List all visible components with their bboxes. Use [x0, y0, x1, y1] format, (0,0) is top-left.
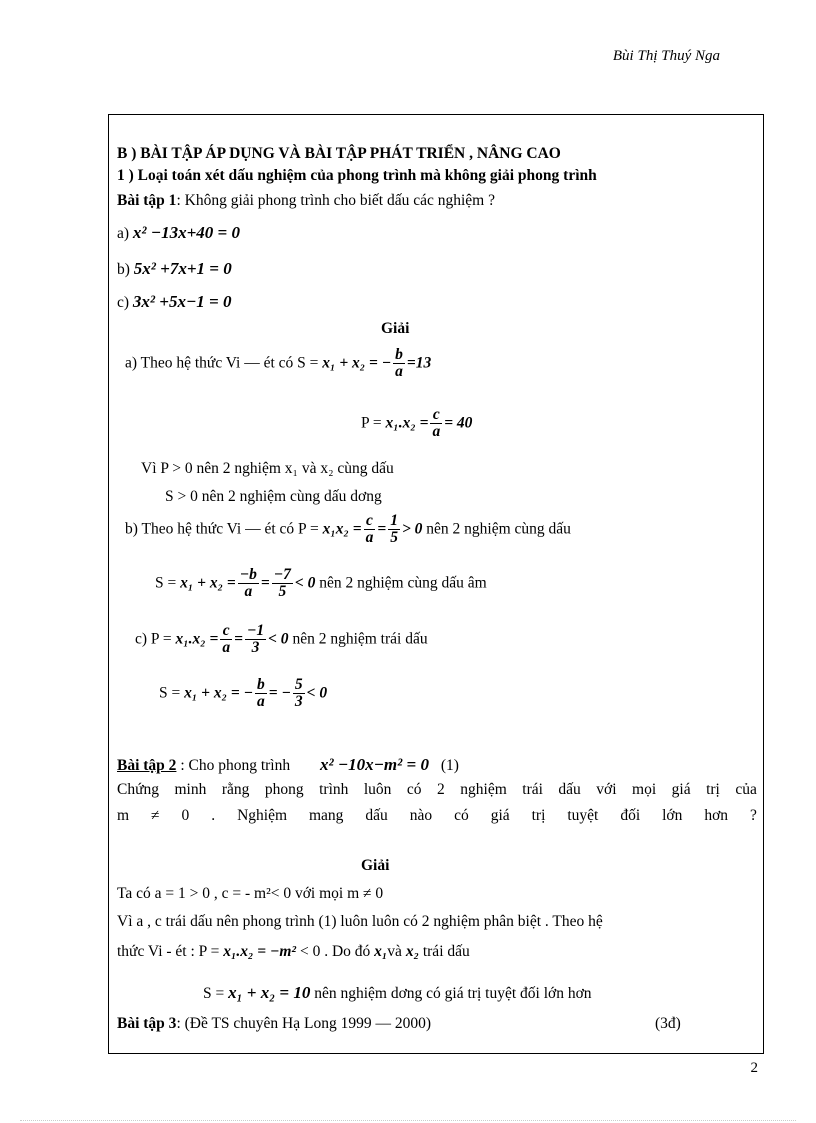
ex1-c-s-intro: S =	[159, 684, 181, 702]
word: Nghiệm	[237, 807, 288, 824]
ex1-a-s-frac	[393, 347, 405, 381]
ex2-eq: x² −10x−m² = 0	[319, 755, 429, 774]
word: ?	[750, 807, 757, 824]
s3-a: thức Vi - ét : P =	[117, 943, 220, 960]
frac-den: 3	[294, 693, 303, 711]
s3-c: và	[387, 943, 402, 960]
page-number: 2	[750, 1060, 758, 1076]
word: giá	[490, 807, 510, 824]
frac-den: 5	[278, 583, 287, 601]
ex1-a-product-line	[361, 407, 472, 441]
frac-den: 3	[251, 639, 260, 657]
ex1-b-p-tail: nên 2 nghiệm cùng dấu	[426, 520, 571, 538]
frac-num: 1	[390, 512, 398, 529]
ex2-text: : Cho phong trình	[176, 757, 291, 774]
word: giá	[671, 781, 691, 798]
ex2-solution-line-3	[117, 943, 470, 962]
ex1-solution-title: Giải	[381, 320, 410, 337]
word: hơn	[704, 807, 729, 824]
ex1-c-p-frac2	[245, 623, 266, 657]
ex2-label: Bài tập 2	[117, 757, 177, 774]
ex3-text: : (Đề TS chuyên Hạ Long 1999 — 2000)	[176, 1015, 431, 1032]
ex1-a-p-intro: P =	[361, 414, 382, 432]
content-frame	[108, 114, 764, 1054]
ex1-item-c-label: c)	[117, 294, 130, 311]
ex3-points: (3đ)	[655, 1015, 681, 1032]
ex1-item-b	[117, 259, 232, 280]
s4-a: S =	[203, 985, 225, 1002]
word: phong	[264, 781, 304, 798]
word: trị	[706, 781, 720, 798]
page-header-author: Bùi Thị Thuý Nga	[612, 48, 720, 64]
ex1-b-s-lhs: x₁ + x₂ =	[180, 574, 236, 592]
ex1-c-intro: c) P =	[135, 630, 172, 648]
s3-eq: x₁.x₂ = −m²	[223, 943, 297, 960]
frac-num: b	[257, 676, 265, 693]
ex3-label: Bài tập 3	[117, 1015, 177, 1032]
ex2-solution-line-4	[203, 983, 592, 1004]
ex1-a-conclusion-1: Vì P > 0 nên 2 nghiệm x₁ và x₂ cùng dấu	[141, 460, 394, 477]
ex1-a-intro: a) Theo hệ thức Vi — ét có S =	[125, 354, 319, 372]
ex3-heading	[117, 1015, 707, 1034]
frac-num: −b	[239, 566, 257, 583]
frac-num: c	[364, 513, 376, 530]
ex1-b-s-intro: S =	[155, 574, 177, 592]
ex1-b-intro: b) Theo hệ thức Vi — ét có P =	[125, 520, 319, 538]
word: của	[735, 781, 757, 798]
word: trình	[319, 781, 349, 798]
s3-b: < 0 . Do đó	[299, 943, 371, 960]
s3-x2: x₂	[405, 943, 419, 960]
ex2-tag: (1)	[440, 757, 459, 774]
ex2-solution-line-1: Ta có a = 1 > 0 , c = - m²< 0 với mọi m ≠ 0	[117, 885, 384, 902]
ex1-b-s-frac2	[272, 567, 293, 601]
s3-x1: x₁	[374, 943, 388, 960]
ex1-item-b-eq: 5x² +7x+1 = 0	[133, 259, 232, 278]
ex1-item-a-label: a)	[117, 225, 130, 242]
word: ≠	[151, 807, 160, 824]
frac-den: a	[432, 423, 441, 441]
ex1-c-s-eq: = −	[268, 684, 291, 702]
footer-divider	[20, 1120, 796, 1121]
section-title	[117, 145, 561, 164]
ex1-b-p-eq: =	[377, 520, 387, 538]
ex1-b-s-tail: nên 2 nghiệm cùng dấu âm	[319, 574, 487, 592]
word: minh	[174, 781, 207, 798]
word: nghiệm	[460, 781, 507, 798]
ex1-b-p-lhs: x₁x₂ =	[322, 520, 362, 538]
ex1-a-sum-line	[125, 347, 431, 381]
ex1-b-p-rhs: > 0	[401, 520, 423, 538]
ex1-b-p-frac1	[364, 513, 376, 547]
ex1-item-a	[117, 223, 240, 244]
word: nào	[409, 807, 433, 824]
ex1-text: : Không giải phong trình cho biết dấu các nghiệm ?	[176, 192, 495, 209]
ex1-c-p-frac1	[220, 623, 232, 657]
word: dấu	[558, 781, 581, 798]
s4-b: nên nghiệm dơng có giá trị tuyệt đối lớn hơn	[314, 985, 592, 1002]
ex1-item-a-eq: x² −13x+40 = 0	[132, 223, 240, 242]
ex1-a-p-lhs: x₁.x₂ =	[385, 414, 429, 432]
ex1-b-product-line	[125, 513, 571, 547]
frac-den: a	[244, 583, 253, 601]
frac-den: 5	[390, 529, 398, 547]
frac-num: −1	[246, 622, 265, 639]
frac-den: a	[222, 639, 231, 657]
ex1-heading	[117, 192, 495, 211]
ex1-c-s-frac1	[255, 677, 267, 711]
frac-num: c	[430, 407, 442, 424]
frac-den: a	[395, 363, 403, 381]
ex1-c-p-tail: nên 2 nghiệm trái dấu	[292, 630, 428, 648]
ex1-c-p-rhs: < 0	[268, 630, 289, 648]
frac-den: a	[257, 693, 265, 711]
frac-num: −7	[273, 566, 291, 583]
ex1-c-sum-line	[159, 677, 327, 711]
ex1-c-product-line	[135, 623, 428, 657]
word: luôn	[363, 781, 392, 798]
word: với	[596, 781, 617, 798]
section-subtitle: 1 ) Loại toán xét dấu nghiệm của phong trình mà không giải phong trình	[117, 167, 597, 184]
ex1-a-p-frac	[430, 407, 442, 441]
ex2-paragraph-line-2	[117, 807, 757, 826]
ex2-paragraph-line-1	[117, 781, 757, 800]
ex1-item-b-label: b)	[117, 261, 130, 278]
ex2-solution-line-2: Vì a , c trái dấu nên phong trình (1) luôn luôn có 2 nghiệm phân biệt . Theo hệ	[117, 913, 603, 930]
word: trái	[522, 781, 543, 798]
word: mọi	[632, 781, 657, 798]
ex1-c-s-lhs: x₁ + x₂ = −	[184, 684, 253, 702]
s4-eq: x₁ + x₂ = 10	[228, 983, 311, 1002]
s3-d: trái dấu	[422, 943, 470, 960]
ex1-item-c	[117, 292, 231, 313]
word: rằng	[221, 781, 250, 798]
word: có	[406, 781, 422, 798]
ex1-a-conclusion-2: S > 0 nên 2 nghiệm cùng dấu dơng	[165, 488, 382, 505]
ex1-c-s-rhs: < 0	[306, 684, 328, 702]
ex2-heading	[117, 755, 459, 776]
word: m	[117, 807, 130, 824]
ex1-label: Bài tập 1	[117, 192, 177, 209]
ex1-c-p-lhs: x₁.x₂ =	[175, 630, 219, 648]
word: 0	[181, 807, 190, 824]
ex1-c-p-eq: =	[234, 630, 243, 648]
ex2-solution-title: Giải	[361, 857, 390, 874]
ex1-b-s-eq: =	[260, 574, 270, 592]
ex1-item-c-eq: 3x² +5x−1 = 0	[132, 292, 232, 311]
word: trị	[531, 807, 546, 824]
frac-num: 5	[294, 676, 303, 693]
ex1-a-s-rhs: =13	[406, 354, 432, 372]
ex1-b-s-rhs: < 0	[294, 574, 316, 592]
ex1-a-p-rhs: = 40	[444, 414, 473, 432]
word: đối	[620, 807, 641, 824]
word: dấu	[365, 807, 388, 824]
word: Chứng	[117, 781, 159, 798]
word: lớn	[662, 807, 683, 824]
word: mang	[308, 807, 344, 824]
word: .	[211, 807, 216, 824]
ex1-b-sum-line	[155, 567, 487, 601]
frac-num: c	[220, 623, 232, 640]
ex1-b-s-frac1	[238, 567, 259, 601]
section-title-text: B ) BÀI TẬP ÁP DỤNG VÀ BÀI TẬP PHÁT TRIỂN , NÂNG CAO	[117, 145, 561, 162]
word: tuyệt	[567, 807, 599, 824]
frac-den: a	[365, 529, 374, 547]
word: có	[454, 807, 469, 824]
word: 2	[437, 781, 445, 798]
ex1-b-p-frac2	[388, 513, 400, 547]
ex1-c-s-frac2	[293, 677, 305, 711]
frac-num: b	[395, 346, 403, 363]
ex1-a-s-lhs: x₁ + x₂ = −	[322, 354, 392, 372]
